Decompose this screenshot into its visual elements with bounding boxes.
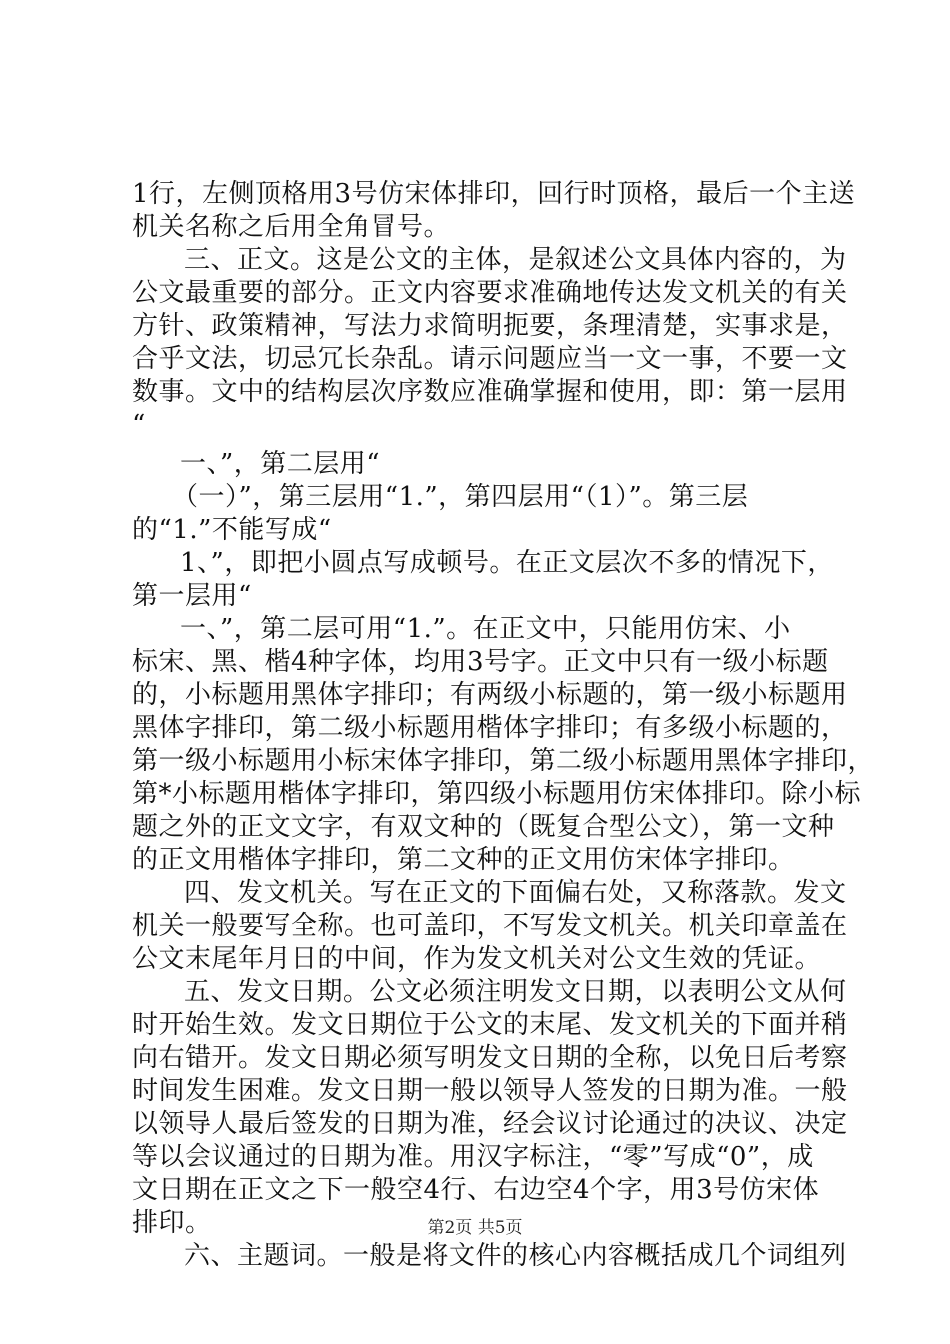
text-line: 五、发文日期。公文必须注明发文日期，以表明公文从何	[184, 977, 847, 1007]
text-line: 1、”，即把小圆点写成顿号。在正文层次不多的情况下，	[180, 548, 834, 578]
text-line: 排印。	[132, 1208, 212, 1238]
text-line: “	[132, 410, 146, 440]
text-line: 等以会议通过的日期为准。用汉字标注，“零”写成“0”，成	[132, 1142, 814, 1172]
text-line: 三、正文。这是公文的主体，是叙述公文具体内容的，为	[184, 245, 847, 275]
text-line: （一）”，第三层用“1.”，第四层用“（1）”。第三层	[172, 482, 749, 512]
text-line: 机关一般要写全称。也可盖印，不写发文机关。机关印章盖在	[132, 911, 848, 941]
text-line: 第一级小标题用小标宋体字排印，第二级小标题用黑体字排印，	[132, 746, 875, 776]
text-line: 一、”，第二层用“	[180, 449, 381, 479]
text-line: 机关名称之后用全角冒号。	[132, 212, 451, 242]
text-line: 的“1.”不能写成“	[132, 515, 332, 545]
text-line: 文日期在正文之下一般空4行、右边空4个字，用3号仿宋体	[132, 1175, 820, 1205]
document-body	[132, 178, 875, 1273]
text-line: 标宋、黑、楷4种字体，均用3号字。正文中只有一级小标题	[132, 647, 829, 677]
text-line: 六、主题词。一般是将文件的核心内容概括成几个词组列	[184, 1241, 847, 1271]
text-line: 方针、政策精神，写法力求简明扼要，条理清楚，实事求是，	[132, 311, 848, 341]
text-line: 公文末尾年月日的中间，作为发文机关对公文生效的凭证。	[132, 944, 822, 974]
text-line: 的正文用楷体字排印，第二文种的正文用仿宋体字排印。	[132, 845, 795, 875]
text-line: 四、发文机关。写在正文的下面偏右处，又称落款。发文	[184, 878, 847, 908]
text-line: 一、”，第二层可用“1.”。在正文中，只能用仿宋、小	[180, 614, 791, 644]
text-line: 数事。文中的结构层次序数应准确掌握和使用，即：第一层用	[132, 377, 848, 407]
text-line: 向右错开。发文日期必须写明发文日期的全称，以免日后考察	[132, 1043, 848, 1073]
page-number-footer: 第2页 共5页	[427, 1218, 523, 1238]
text-line: 时开始生效。发文日期位于公文的末尾、发文机关的下面并稍	[132, 1010, 848, 1040]
text-line: 的，小标题用黑体字排印；有两级小标题的，第一级小标题用	[132, 680, 848, 710]
text-line: 合乎文法，切忌冗长杂乱。请示问题应当一文一事，不要一文	[132, 344, 848, 374]
text-line: 第*小标题用楷体字排印，第四级小标题用仿宋体排印。除小标	[132, 779, 862, 809]
text-line: 时间发生困难。发文日期一般以领导人签发的日期为准。一般	[132, 1076, 848, 1106]
text-line: 以领导人最后签发的日期为准，经会议讨论通过的决议、决定	[132, 1109, 848, 1139]
text-line: 题之外的正文文字，有双文种的（既复合型公文），第一文种	[132, 812, 835, 842]
text-line: 黑体字排印，第二级小标题用楷体字排印；有多级小标题的，	[132, 713, 848, 743]
text-line: 第一层用“	[132, 581, 252, 611]
text-line: 公文最重要的部分。正文内容要求准确地传达发文机关的有关	[132, 278, 848, 308]
text-line: 1行，左侧顶格用3号仿宋体排印，回行时顶格，最后一个主送	[132, 179, 856, 209]
